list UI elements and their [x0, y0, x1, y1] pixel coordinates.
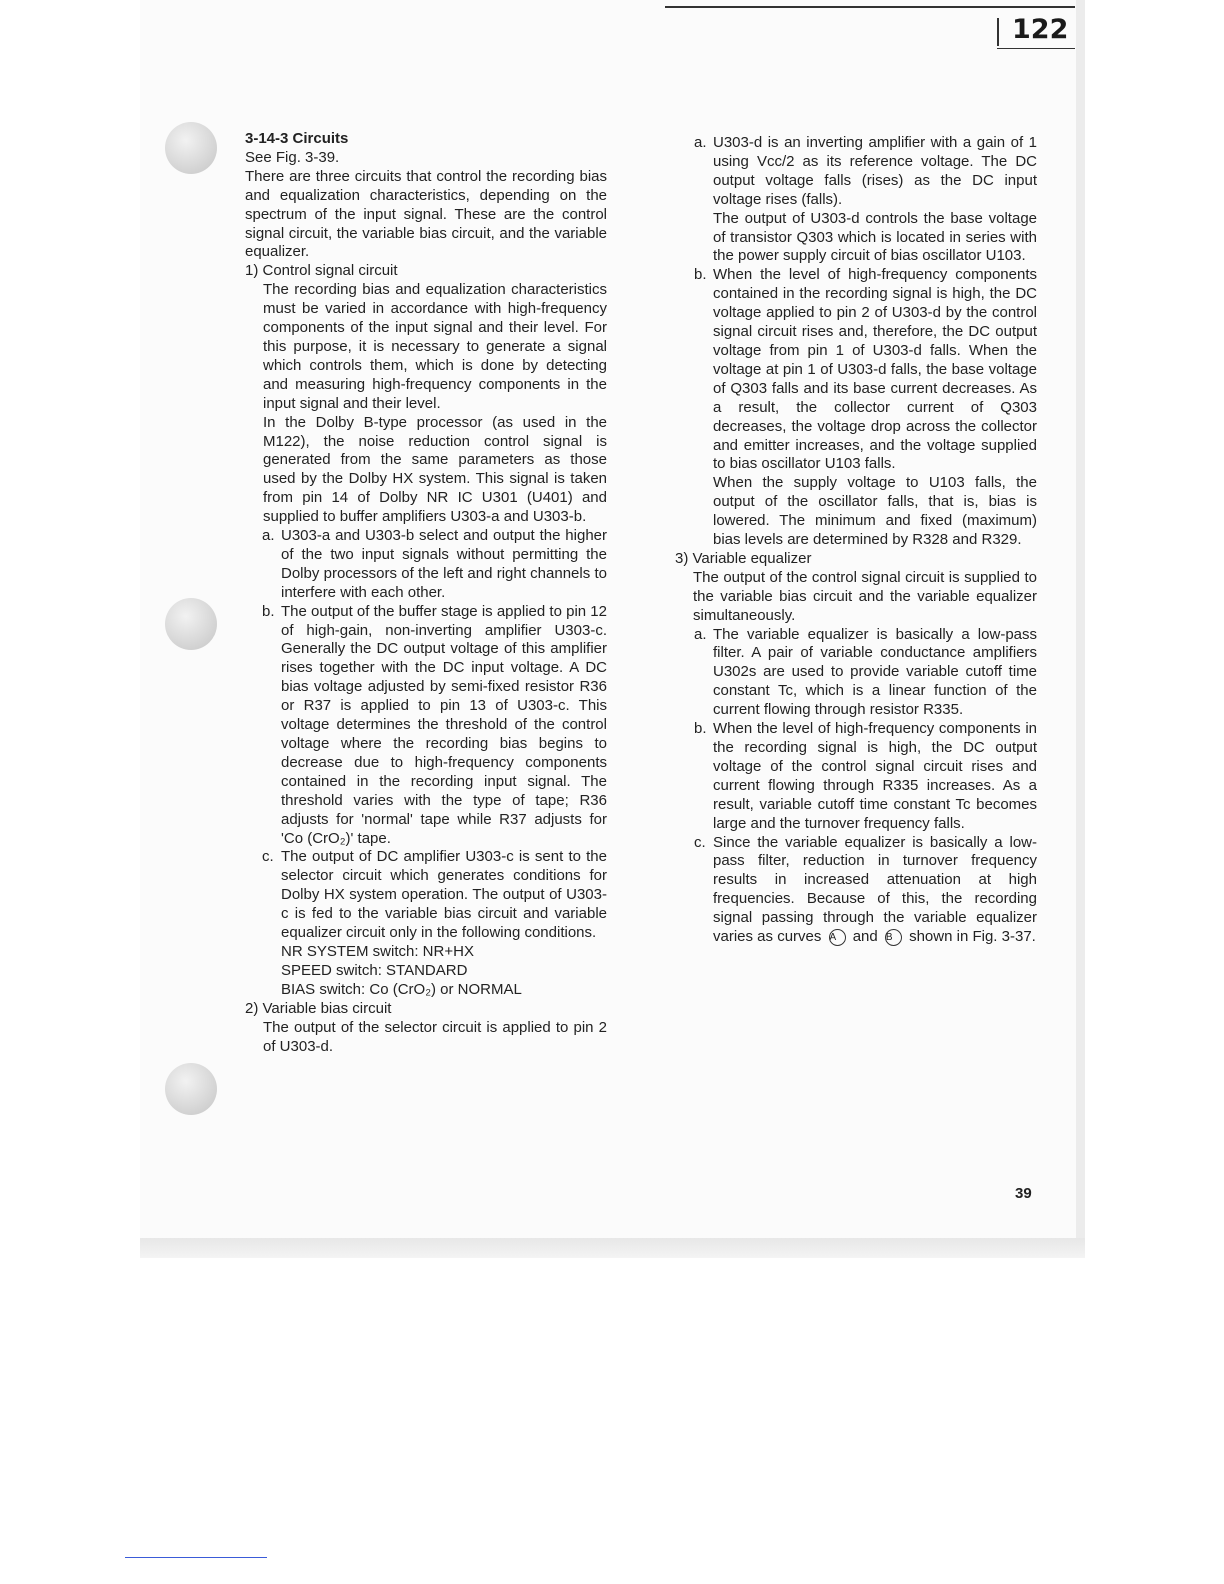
- page-number-underline: [997, 48, 1075, 49]
- control-signal-paragraph-2: In the Dolby B-type processor (as used in the M122), the noise reduction control signal is generated from the same parameters as those used by the Dolby HX system. This signal is taken from pin 14 of Dolby NR IC U301 (U401) and supplied to buffer amplifiers U303-a and U303-b.: [263, 413, 607, 526]
- list-item: [245, 603, 607, 849]
- list-item-text: When the level of high-frequency components in the recording signal is high, the DC output voltage of the control signal circuit rises and current flowing through R335 increases. As a result, variable cutoff time constant Tc becomes large and the turnover frequency falls.: [713, 720, 1037, 832]
- switch-condition: NR SYSTEM switch: NR+HX: [281, 942, 474, 960]
- right-column: [675, 134, 1037, 947]
- list-item: [675, 266, 1037, 550]
- list-item-text: The output of the buffer stage is applied to pin 12 of high-gain, non-inverting amplifier U303-c. Generally the DC output voltage of this amplifier rises together with the DC input voltage. A DC bias voltage adjusted by semi-fixed resistor R36 or R37 is applied to pin 13 of U303-c. This voltage determines the threshold of the control voltage where the recording bias begins to decrease due to high-frequency components contained in the recording input signal. The threshold varies with the type of tape; R36 adjusts for 'normal' tape while R37 adjusts for 'Co (CrO₂)' tape.: [281, 602, 607, 847]
- page-number: 122: [1012, 14, 1069, 45]
- folio-number: 39: [1015, 1185, 1032, 1202]
- section-heading: 3-14-3 Circuits: [245, 130, 349, 147]
- list-item: [675, 720, 1037, 833]
- page-edge-shadow: [1076, 0, 1085, 1245]
- left-column: [245, 130, 607, 1056]
- binder-hole-middle: [165, 598, 217, 650]
- list-item-text: The variable equalizer is basically a low-pass filter. A pair of variable conductance amplifiers U302s are used to provide variable cutoff time constant Tc, which is a linear function of the current flowing through resistor R335.: [713, 625, 1037, 719]
- list-marker: a.: [694, 625, 707, 643]
- list-item-text: [713, 834, 1037, 947]
- curve-a-marker: A: [829, 929, 846, 946]
- list-item: [675, 834, 1037, 947]
- binder-hole-bottom: [165, 1063, 217, 1115]
- blue-scan-line: [125, 1557, 267, 1558]
- list-marker: b.: [694, 266, 707, 284]
- curve-text-after: shown in Fig. 3-37.: [909, 928, 1036, 946]
- variable-bias-paragraph: The output of the selector circuit is applied to pin 2 of U303-d.: [263, 1018, 607, 1055]
- list-marker: b.: [262, 602, 275, 620]
- binder-hole-top: [165, 122, 217, 174]
- header-rule: [665, 6, 1075, 8]
- curve-text-before: Since the variable equalizer is basically a low-pass filter, reduction in turnover frequency results in increased attenuation at high frequencies. Because of this, the recording signal passing through the variable equalizer varies as curves: [713, 833, 1037, 946]
- intro-paragraph: There are three circuits that control the recording bias and equalization characteristics, depending on the spectrum of the input signal. These are the control signal circuit, the variable bias circuit, and the variable equalizer.: [245, 167, 607, 261]
- list-item: [245, 848, 607, 943]
- list-item-text: U303-a and U303-b select and output the higher of the two input signals without permitting the Dolby processors of the left and right channels to interfere with each other.: [281, 527, 607, 601]
- list-item-text: When the supply voltage to U103 falls, the output of the oscillator falls, that is, bias is lowered. The minimum and fixed (maximum) bias levels are determined by R328 and R329.: [713, 474, 1037, 549]
- list-marker: c.: [262, 848, 274, 866]
- switch-condition: SPEED switch: STANDARD: [281, 961, 468, 979]
- subsection-3-title: 3) Variable equalizer: [675, 549, 812, 567]
- list-marker: c.: [694, 833, 706, 851]
- subsection-2-title: 2) Variable bias circuit: [245, 999, 392, 1017]
- list-item: [245, 527, 607, 603]
- list-item: [675, 134, 1037, 266]
- figure-reference: See Fig. 3-39.: [245, 148, 340, 166]
- control-signal-paragraph-1: The recording bias and equalization characteristics must be varied in accordance with high-frequency components of the input signal and their level. For this purpose, it is necessary to generate a signal which controls them, which is done by detecting and measuring high-frequency components in the input signal and their level.: [263, 281, 607, 412]
- list-item: [675, 626, 1037, 721]
- subsection-1-title: 1) Control signal circuit: [245, 262, 398, 280]
- curve-and-word: and: [852, 928, 878, 946]
- list-marker: a.: [694, 134, 707, 151]
- page-bottom-shadow: [140, 1238, 1085, 1258]
- curve-b-marker: B: [885, 929, 902, 946]
- list-item-text: When the level of high-frequency components contained in the recording signal is high, the DC voltage applied to pin 2 of U303-d by the control signal circuit rises and, therefore, the DC output voltage from pin 1 of U303-d falls. When the voltage at pin 1 of U303-d falls, the base voltage of Q303 falls and its base current decreases. As a result, the collector current of Q303 decreases, the voltage drop across the collector and emitter increases, and the voltage supplied to bias oscillator U103 falls.: [713, 266, 1037, 473]
- page-number-bar: [997, 18, 999, 46]
- list-item-text: U303-d is an inverting amplifier with a gain of 1 using Vcc/2 as its reference voltage. The DC output voltage falls (rises) as the DC input voltage rises (falls).: [713, 134, 1037, 208]
- list-item-text: The output of U303-d controls the base voltage of transistor Q303 which is located in series with the power supply circuit of bias oscillator U103.: [713, 209, 1037, 265]
- variable-equalizer-paragraph: The output of the control signal circuit is supplied to the variable bias circuit and the variable equalizer simultaneously.: [693, 568, 1037, 624]
- list-item-text: The output of DC amplifier U303-c is sent to the selector circuit which generates conditions for Dolby HX system operation. The output of U303-c is fed to the variable bias circuit and variable equalizer circuit only in the following conditions.: [281, 848, 607, 942]
- list-marker: a.: [262, 527, 275, 545]
- switch-condition: BIAS switch: Co (CrO₂) or NORMAL: [281, 980, 522, 998]
- list-marker: b.: [694, 720, 707, 738]
